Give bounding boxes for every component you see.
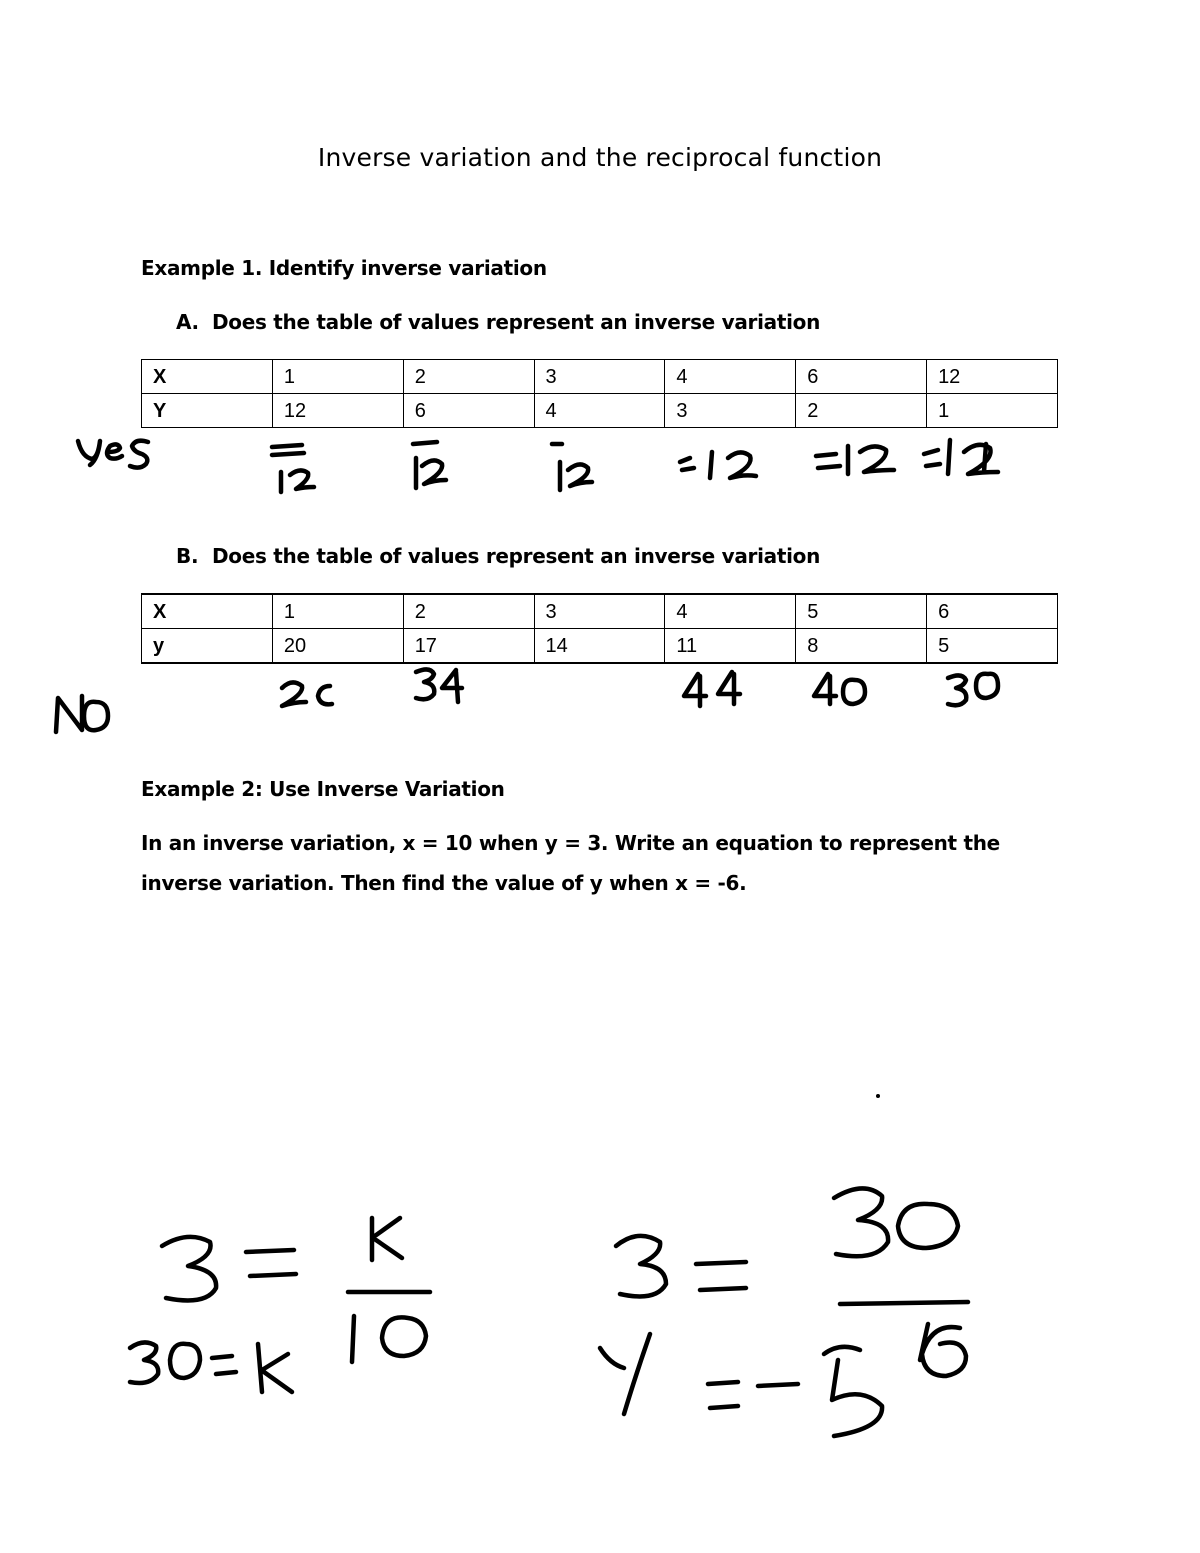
example2-heading: Example 2: Use Inverse Variation	[141, 777, 505, 801]
table-cell: X	[142, 360, 273, 394]
table-cell: 4	[665, 360, 796, 394]
table-cell: 1	[272, 360, 403, 394]
table-cell: 4	[665, 594, 796, 629]
part-b-question	[176, 544, 820, 568]
table-cell: 17	[403, 629, 534, 664]
table-cell: Y	[142, 394, 273, 428]
table-cell: 5	[927, 629, 1058, 664]
table-row	[142, 629, 1058, 664]
table-cell: 6	[927, 594, 1058, 629]
table-b	[141, 593, 1058, 664]
table-a	[141, 359, 1058, 428]
table-cell: 1	[927, 394, 1058, 428]
handwritten-products-b	[282, 669, 998, 706]
table-cell: 3	[665, 394, 796, 428]
handwritten-answer-no	[56, 696, 108, 732]
table-row	[142, 394, 1058, 428]
table-cell: 3	[534, 360, 665, 394]
table-row	[142, 360, 1058, 394]
table-cell: y	[142, 629, 273, 664]
example1-heading: Example 1. Identify inverse variation	[141, 256, 547, 280]
part-a-letter: A.	[176, 310, 199, 334]
part-b-question-text: Does the table of values represent an inverse variation	[212, 544, 821, 568]
table-cell: 2	[403, 360, 534, 394]
table-cell: 14	[534, 629, 665, 664]
handwritten-work-left	[130, 1218, 430, 1392]
part-a-question	[176, 310, 820, 334]
table-cell: 3	[534, 594, 665, 629]
table-cell: 20	[272, 629, 403, 664]
handwritten-work-right	[600, 1188, 968, 1436]
table-row	[142, 594, 1058, 629]
table-cell: 12	[927, 360, 1058, 394]
part-a-question-text: Does the table of values represent an inverse variation	[212, 310, 821, 334]
handwritten-products-a	[272, 440, 998, 492]
table-cell: 5	[796, 594, 927, 629]
stray-ink-dot	[876, 1094, 880, 1098]
table-cell: 2	[796, 394, 927, 428]
table-cell: 6	[403, 394, 534, 428]
table-cell: X	[142, 594, 273, 629]
example2-paragraph: In an inverse variation, x = 10 when y = 3. Write an equation to represent the inverse variation. Then find the value of y when x = -6.	[141, 831, 1000, 895]
table-cell: 6	[796, 360, 927, 394]
handwritten-answer-yes	[78, 441, 148, 468]
table-cell: 8	[796, 629, 927, 664]
table-cell: 2	[403, 594, 534, 629]
page-title: Inverse variation and the reciprocal function	[317, 143, 883, 172]
table-cell: 11	[665, 629, 796, 664]
part-b-letter: B.	[176, 544, 199, 568]
table-cell: 12	[272, 394, 403, 428]
table-cell: 1	[272, 594, 403, 629]
table-cell: 4	[534, 394, 665, 428]
